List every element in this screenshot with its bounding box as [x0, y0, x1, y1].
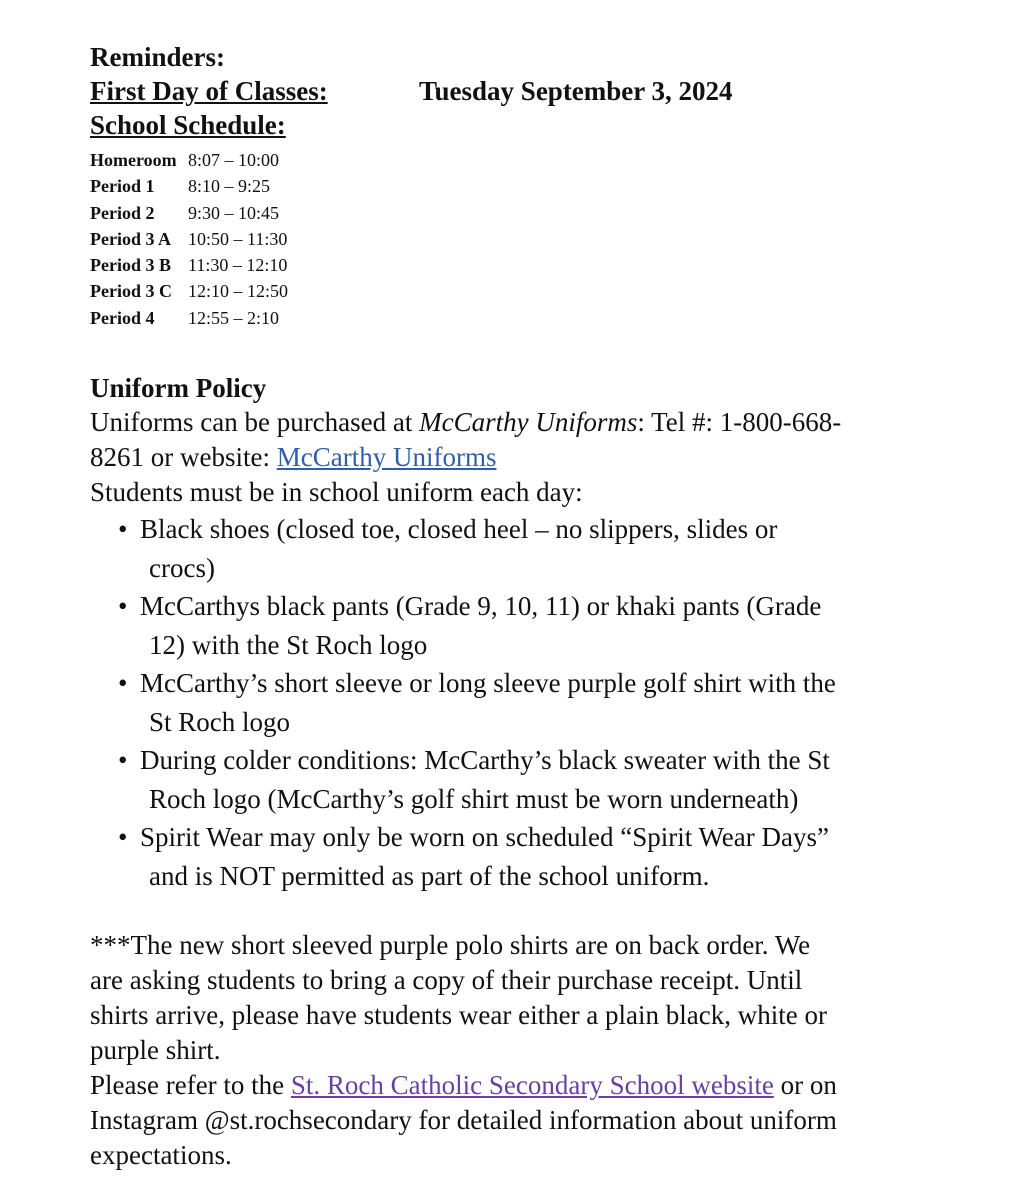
refer-text: Please refer to the: [90, 1070, 291, 1101]
intro-website: 8261 or website:: [90, 442, 277, 473]
uniform-requirement: Students must be in school uniform each day:: [90, 477, 583, 508]
bullet-line2: crocs): [149, 553, 215, 584]
schedule-period: Homeroom: [90, 150, 177, 170]
first-day-row: [90, 74, 970, 108]
first-day-label: First Day of Classes:: [90, 76, 328, 106]
bullet-line2: St Roch logo: [149, 707, 291, 738]
schedule-label: School Schedule:: [90, 110, 286, 140]
schedule-row: [90, 252, 970, 278]
schedule-period: Period 4: [90, 307, 155, 328]
intro-text: Uniforms can be purchased at: [90, 407, 420, 438]
schedule-time: 12:55 – 2:10: [188, 307, 280, 328]
intro-company: McCarthy Uniforms: [419, 407, 638, 438]
schedule-period: Period 1: [90, 176, 155, 197]
schedule-period: Period 3 A: [90, 228, 171, 249]
list-item: [90, 587, 970, 665]
schedule-period: Period 2: [90, 202, 155, 223]
schedule-row: [90, 305, 970, 331]
document-page: [90, 40, 970, 1173]
reminders-heading: Reminders:: [90, 42, 225, 72]
bullet-icon: •: [118, 668, 128, 699]
schedule-row: [90, 278, 970, 304]
refer-text: expectations.: [90, 1140, 232, 1171]
bullet-icon: •: [118, 591, 128, 622]
note-line: purple shirt.: [90, 1035, 221, 1066]
schedule-row: [90, 173, 970, 199]
bullet-line1: Black shoes (closed toe, closed heel – no slippers, slides or: [140, 514, 778, 545]
schedule-time: 8:10 – 9:25: [188, 176, 271, 197]
schedule-time: 10:50 – 11:30: [188, 228, 288, 249]
intro-tel: : Tel #: 1-800-668-: [637, 407, 842, 438]
bullet-line2: 12) with the St Roch logo: [149, 630, 428, 661]
school-website-link[interactable]: St. Roch Catholic Secondary School website: [290, 1070, 774, 1101]
schedule-period: Period 3 C: [90, 281, 172, 302]
bullet-line2: Roch logo (McCarthy’s golf shirt must be worn underneath): [149, 784, 799, 815]
schedule-row: [90, 200, 970, 226]
mccarthy-uniforms-link[interactable]: McCarthy Uniforms: [276, 442, 497, 473]
schedule-time: 11:30 – 12:10: [188, 255, 288, 276]
schedule-row: [90, 147, 970, 173]
list-item: [90, 818, 970, 896]
uniform-bullet-list: [90, 510, 970, 896]
list-item: [90, 510, 970, 588]
back-order-note: [90, 928, 970, 1173]
bullet-line1: McCarthy’s short sleeve or long sleeve purple golf shirt with the: [140, 668, 836, 699]
refer-text: or on: [773, 1070, 837, 1101]
schedule-period: Period 3 B: [90, 255, 171, 276]
bullet-line1: Spirit Wear may only be worn on scheduled “Spirit Wear Days”: [140, 822, 829, 853]
schedule-row: [90, 226, 970, 252]
uniform-policy-title: Uniform Policy: [90, 373, 267, 404]
schedule-time: 12:10 – 12:50: [188, 281, 289, 302]
note-line: ***The new short sleeved purple polo shirts are on back order. We: [90, 930, 811, 961]
bullet-line1: McCarthys black pants (Grade 9, 10, 11) or khaki pants (Grade: [140, 591, 822, 622]
list-item: [90, 741, 970, 819]
note-line: shirts arrive, please have students wear either a plain black, white or: [90, 1000, 827, 1031]
schedule-table: [90, 147, 970, 331]
schedule-time: 8:07 – 10:00: [188, 150, 280, 170]
schedule-time: 9:30 – 10:45: [188, 202, 280, 223]
list-item: [90, 664, 970, 742]
bullet-icon: •: [118, 514, 128, 545]
bullet-icon: •: [118, 822, 128, 853]
first-day-value: Tuesday September 3, 2024: [419, 76, 733, 106]
bullet-line2: and is NOT permitted as part of the school uniform.: [149, 861, 710, 892]
note-line: are asking students to bring a copy of their purchase receipt. Until: [90, 965, 803, 996]
bullet-line1: During colder conditions: McCarthy’s black sweater with the St: [140, 745, 830, 776]
refer-text: Instagram @st.rochsecondary for detailed information about uniform: [90, 1105, 837, 1136]
uniform-intro: [90, 405, 970, 475]
bullet-icon: •: [118, 745, 128, 776]
